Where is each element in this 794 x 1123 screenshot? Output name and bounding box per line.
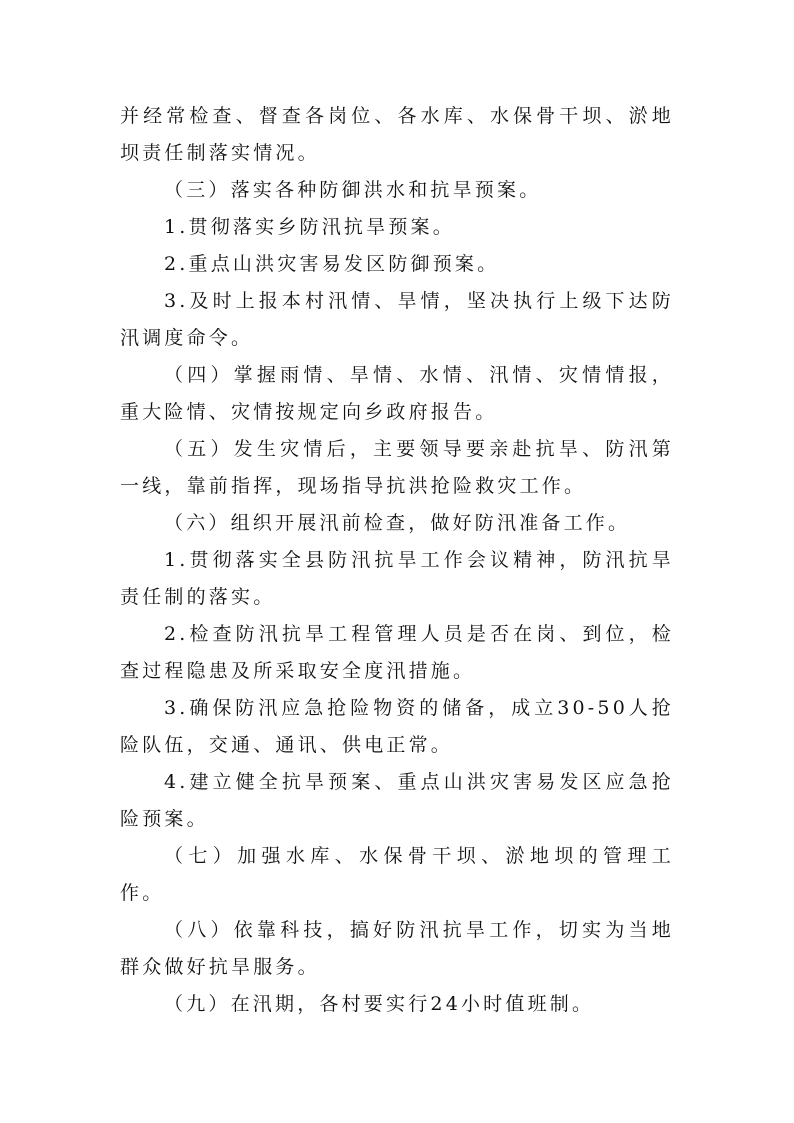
- paragraph-continued: 并经常检查、督查各岗位、各水库、水保骨干坝、淤地坝责任制落实情况。: [120, 105, 674, 164]
- list-item: 4.建立健全抗旱预案、重点山洪灾害易发区应急抢险预案。: [120, 771, 674, 830]
- section-heading-3: （三）落实各种防御洪水和抗旱预案。: [164, 179, 542, 201]
- list-item: 3.确保防汛应急抢险物资的储备，成立30-50人抢险队伍，交通、通讯、供电正常。: [120, 697, 674, 756]
- list-item: 1.贯彻落实全县防汛抗旱工作会议精神，防汛抗旱责任制的落实。: [120, 549, 674, 608]
- section-heading-8: （八）依靠科技，搞好防汛抗旱工作，切实为当地群众做好抗旱服务。: [120, 919, 674, 978]
- list-item: 1.贯彻落实乡防汛抗旱预案。: [164, 216, 455, 238]
- list-item: 3.及时上报本村汛情、旱情，坚决执行上级下达防汛调度命令。: [120, 290, 674, 349]
- section-heading-9: （九）在汛期，各村要实行24小时值班制。: [164, 993, 595, 1015]
- section-heading-6: （六）组织开展汛前检查，做好防汛准备工作。: [164, 512, 631, 534]
- list-item: 2.重点山洪灾害易发区防御预案。: [164, 253, 500, 275]
- section-heading-7: （七）加强水库、水保骨干坝、淤地坝的管理工作。: [120, 845, 674, 904]
- section-heading-4: （四）掌握雨情、旱情、水情、汛情、灾情情报，重大险情、灾情按规定向乡政府报告。: [120, 364, 674, 423]
- section-heading-5: （五）发生灾情后，主要领导要亲赴抗旱、防汛第一线，靠前指挥，现场指导抗洪抢险救灾工作。: [120, 438, 674, 497]
- list-item: 2.检查防汛抗旱工程管理人员是否在岗、到位，检查过程隐患及所采取安全度汛措施。: [120, 623, 674, 682]
- document-body: [120, 98, 674, 1023]
